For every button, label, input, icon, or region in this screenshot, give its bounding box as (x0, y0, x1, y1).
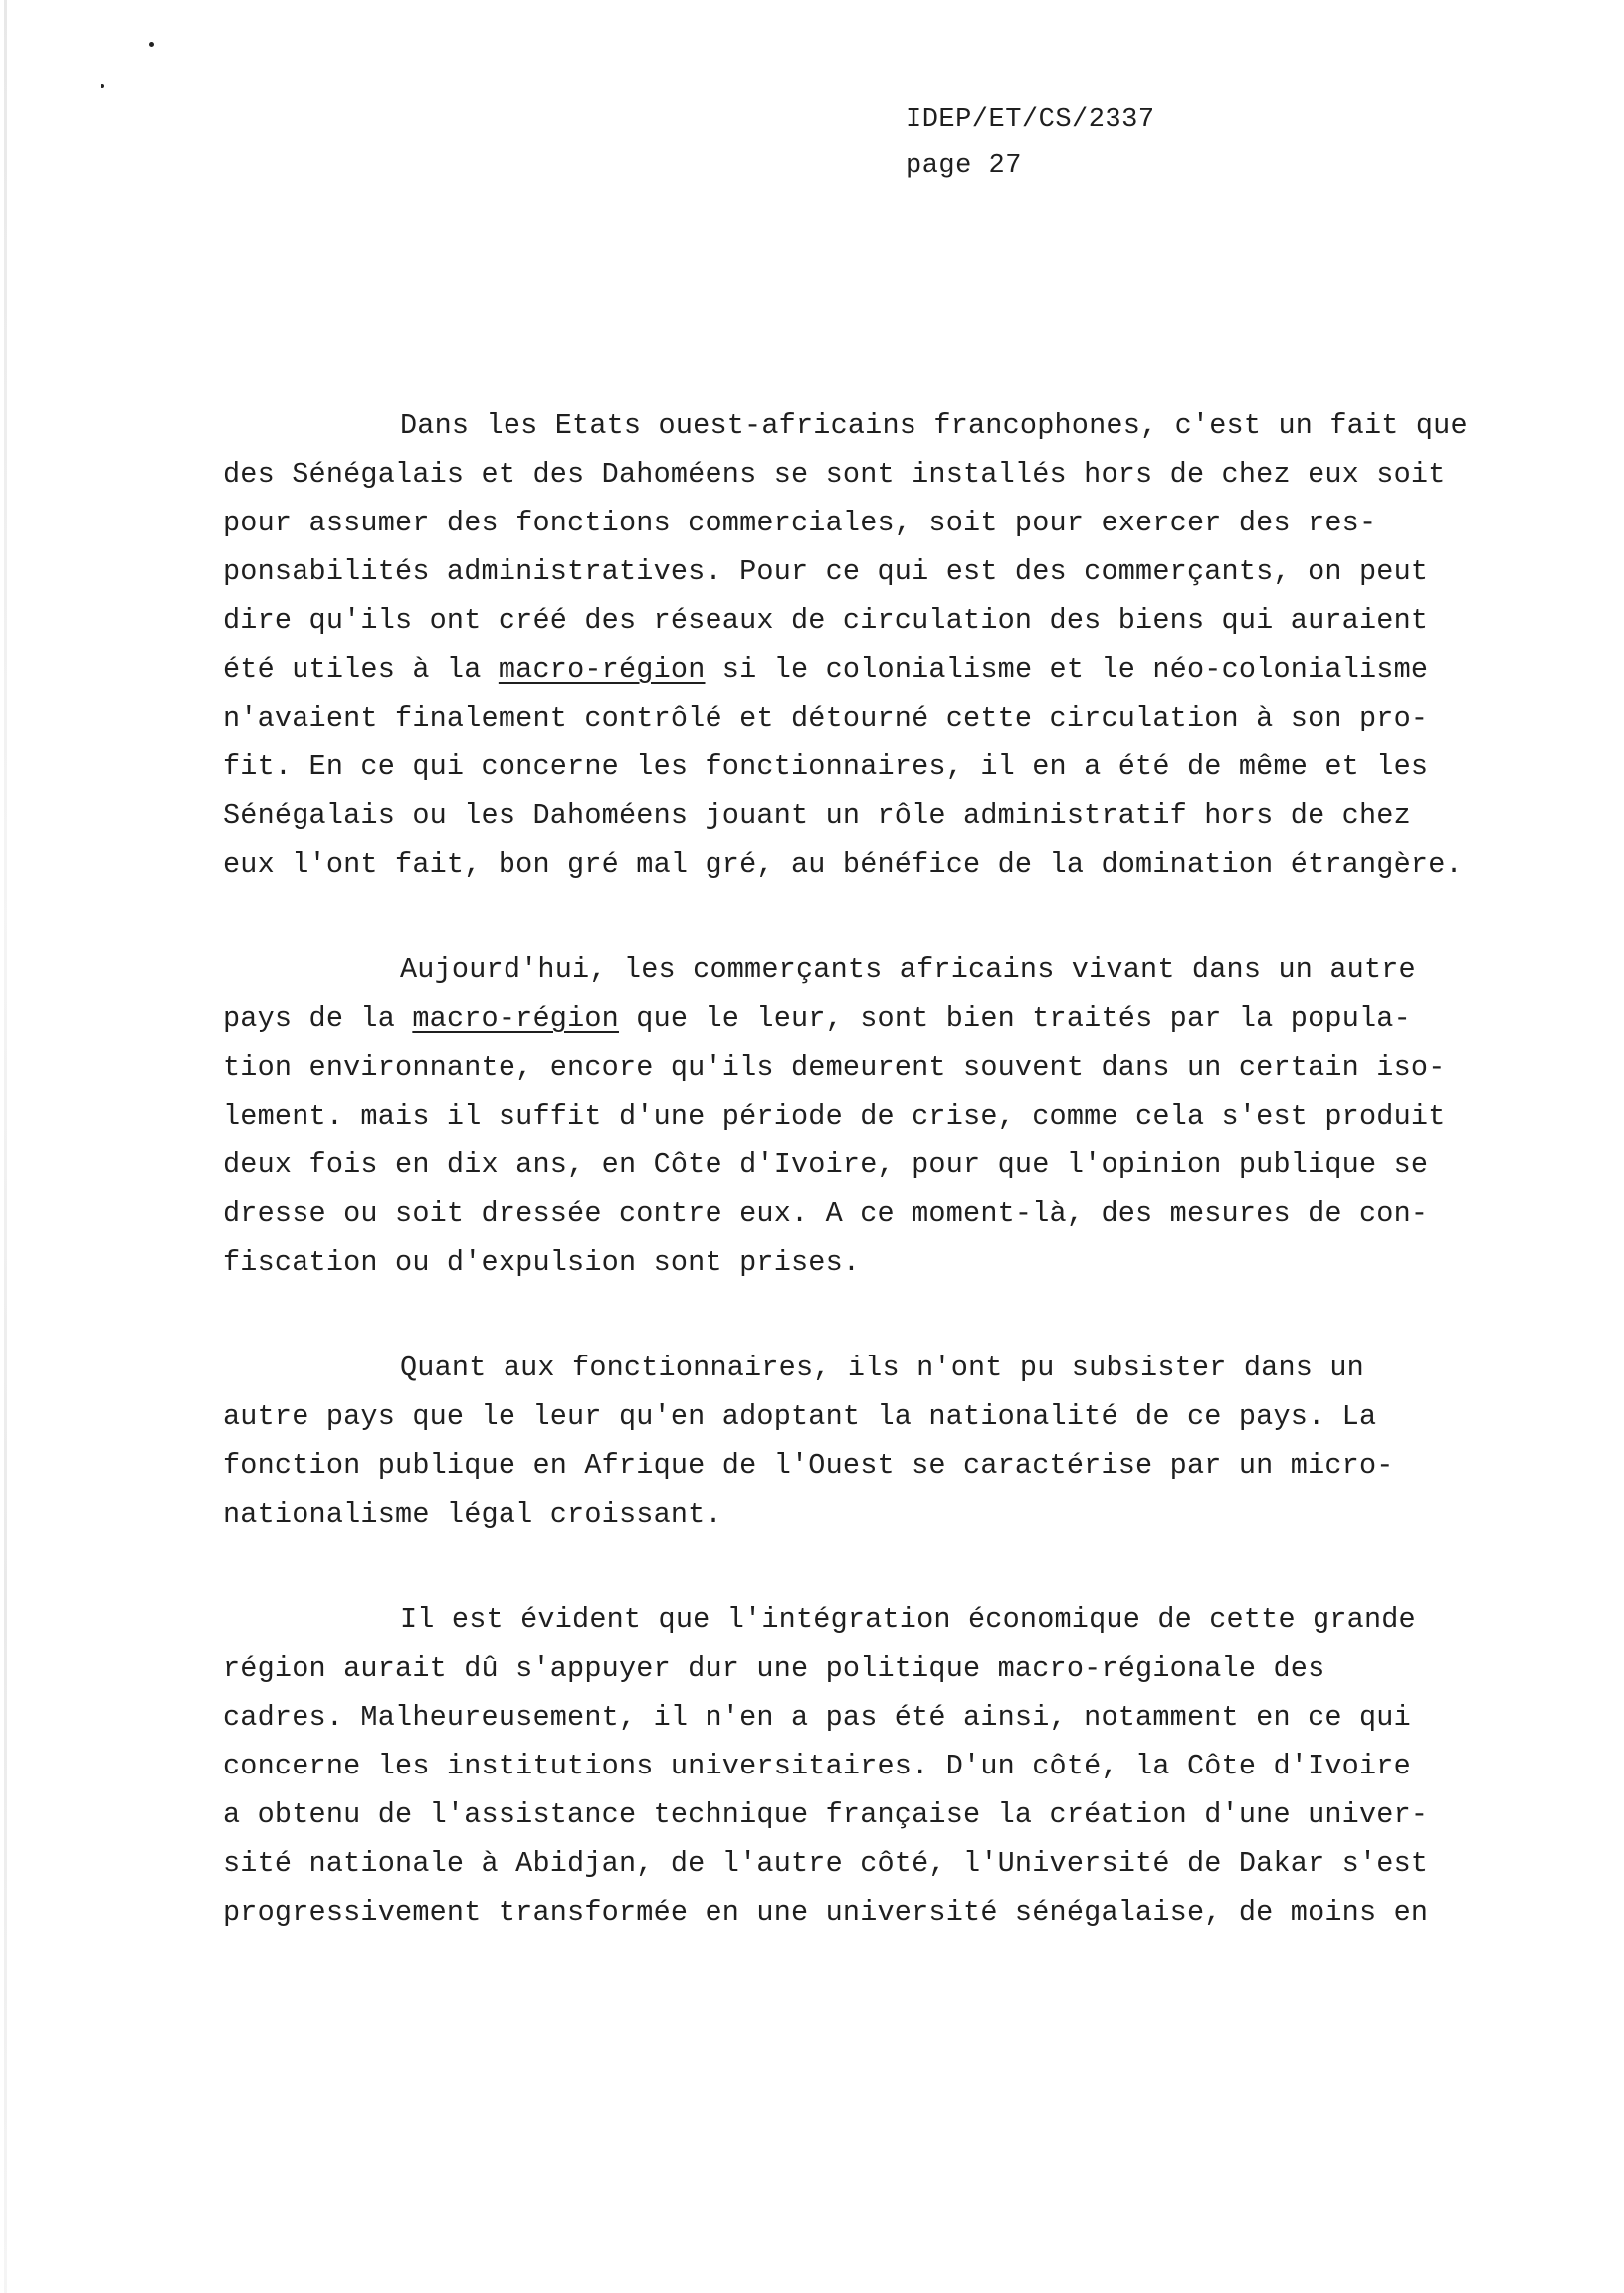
text-line: autre pays que le leur qu'en adoptant la nationalité de ce pays. La (223, 1400, 1377, 1433)
text-line: n'avaient finalement contrôlé et détourné cette circulation à son pro- (223, 702, 1429, 734)
text-line: Aujourd'hui, les commerçants africains vivant dans un autre (400, 953, 1416, 986)
underlined-term: macro-région (498, 653, 706, 686)
text-line: fiscation ou d'expulsion sont prises. (223, 1246, 861, 1279)
scan-edge (4, 0, 7, 2293)
text-line: a obtenu de l'assistance technique française la création d'une univer- (223, 1798, 1429, 1831)
text-line: dresse ou soit dressée contre eux. A ce moment-là, des mesures de con- (223, 1197, 1429, 1230)
text-line: cadres. Malheureusement, il n'en a pas été ainsi, notamment en ce qui (223, 1701, 1411, 1734)
text-line (223, 645, 1517, 694)
paragraph-3 (223, 1344, 1517, 1539)
text-line: des Sénégalais et des Dahoméens se sont installés hors de chez eux soit (223, 458, 1446, 491)
text-line: eux l'ont fait, bon gré mal gré, au bénéfice de la domination étrangère. (223, 848, 1463, 881)
text-line (223, 994, 1517, 1043)
underlined-term: macro-région (412, 1002, 619, 1035)
text-line: Sénégalais ou les Dahoméens jouant un rôle administratif hors de chez (223, 799, 1411, 832)
scan-speck (149, 42, 154, 47)
page-header (906, 98, 1155, 189)
text-line: région aurait dû s'appuyer dur une politique macro-régionale des (223, 1652, 1325, 1685)
text-line: dire qu'ils ont créé des réseaux de circulation des biens qui auraient (223, 604, 1429, 637)
document-body (223, 401, 1517, 1993)
text-line: fit. En ce qui concerne les fonctionnaires, il en a été de même et les (223, 750, 1429, 783)
text-line: ponsabilités administratives. Pour ce qui est des commerçants, on peut (223, 555, 1429, 588)
scan-speck (101, 84, 104, 88)
text-line: concerne les institutions universitaires. D'un côté, la Côte d'Ivoire (223, 1750, 1411, 1782)
text-line: tion environnante, encore qu'ils demeurent souvent dans un certain iso- (223, 1051, 1446, 1084)
text-line: lement. mais il suffit d'une période de crise, comme cela s'est produit (223, 1100, 1446, 1133)
text-line: sité nationale à Abidjan, de l'autre côté, l'Université de Dakar s'est (223, 1847, 1429, 1880)
document-reference: IDEP/ET/CS/2337 (906, 105, 1155, 135)
text-line: nationalisme légal croissant. (223, 1498, 722, 1531)
paragraph-1 (223, 401, 1517, 889)
text-line: Dans les Etats ouest-africains francophones, c'est un fait que (400, 409, 1468, 442)
text-line: progressivement transformée en une université sénégalaise, de moins en (223, 1896, 1429, 1929)
text-segment: pays de la (223, 1002, 413, 1035)
paragraph-4 (223, 1595, 1517, 1937)
text-segment: si le colonialisme et le néo-colonialisme (705, 653, 1429, 686)
text-segment: que le leur, sont bien traités par la popula- (618, 1002, 1411, 1035)
text-line: deux fois en dix ans, en Côte d'Ivoire, pour que l'opinion publique se (223, 1148, 1429, 1181)
text-line: pour assumer des fonctions commerciales, soit pour exercer des res- (223, 507, 1377, 539)
text-line: Quant aux fonctionnaires, ils n'ont pu subsister dans un (400, 1352, 1364, 1384)
text-segment: été utiles à la (223, 653, 499, 686)
text-line: Il est évident que l'intégration économique de cette grande (400, 1603, 1416, 1636)
page-number: page 27 (906, 151, 1022, 181)
paragraph-2 (223, 945, 1517, 1287)
text-line: fonction publique en Afrique de l'Ouest se caractérise par un micro- (223, 1449, 1394, 1482)
